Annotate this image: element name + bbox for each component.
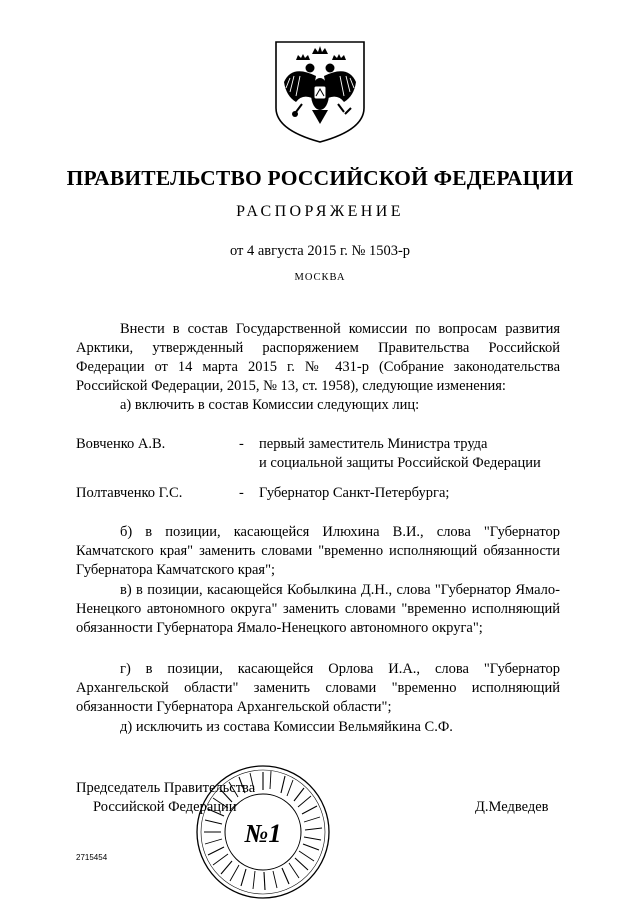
document-date-number: от 4 августа 2015 г. № 1503-р bbox=[229, 243, 411, 259]
signatory-name: Д.Медведев bbox=[475, 799, 549, 815]
signatory-position bbox=[76, 779, 255, 817]
item-a: а) включить в состав Комиссии следующих лиц: bbox=[120, 397, 420, 413]
member-name: Полтавченко Г.С. bbox=[76, 485, 183, 501]
member-role bbox=[259, 435, 559, 473]
item-e: д) исключить из состава Комиссии Вельмяйкина С.Ф. bbox=[120, 719, 453, 735]
signatory-position-line: Российской Федерации bbox=[93, 799, 237, 815]
item-b: б) в позиции, касающейся Илюхина В.И., слова "Губернатор Камчатского края" заменить словами "временно исполняющий обязанности Губернатора Камчатского края"; bbox=[76, 524, 560, 578]
seal-number: №1 bbox=[244, 819, 282, 848]
member-role-line: и социальной защиты Российской Федерации bbox=[259, 455, 541, 471]
item-c: в) в позиции, касающейся Кобылкина Д.Н., слова "Губернатор Ямало-Ненецкого автономного округа" заменить словами "временно исполняющий обязанности Губернатора Ямало-Ненецкого автономного округа"; bbox=[76, 582, 560, 636]
member-dash: - bbox=[239, 485, 244, 501]
registration-number: 2715454 bbox=[76, 853, 108, 862]
item-d: г) в позиции, касающейся Орлова И.А., слова "Губернатор Архангельской области" заменить словами "временно исполняющий обязанности Губернатора Архангельской области"; bbox=[76, 661, 560, 715]
government-title: ПРАВИТЕЛЬСТВО РОССИЙСКОЙ ФЕДЕРАЦИИ bbox=[66, 166, 574, 190]
intro-paragraph: Внести в состав Государственной комиссии по вопросам развития Арктики, утвержденный распоряжением Правительства Российской Федерации от 14 марта 2015 г. № 431-р (Собрание законодательства Российской Федерации, 2015, № 13, ст. 1958), следующие изменения: bbox=[76, 321, 560, 394]
signatory-position-line: Председатель Правительства bbox=[76, 780, 256, 796]
document-city: МОСКВА bbox=[294, 272, 346, 283]
coat-of-arms-icon bbox=[272, 38, 368, 144]
member-dash: - bbox=[239, 436, 244, 452]
member-role-line: первый заместитель Министра труда bbox=[259, 436, 488, 452]
document-type: РАСПОРЯЖЕНИЕ bbox=[236, 203, 404, 220]
member-role: Губернатор Санкт-Петербурга; bbox=[259, 485, 450, 501]
member-name: Вовченко А.В. bbox=[76, 436, 166, 452]
